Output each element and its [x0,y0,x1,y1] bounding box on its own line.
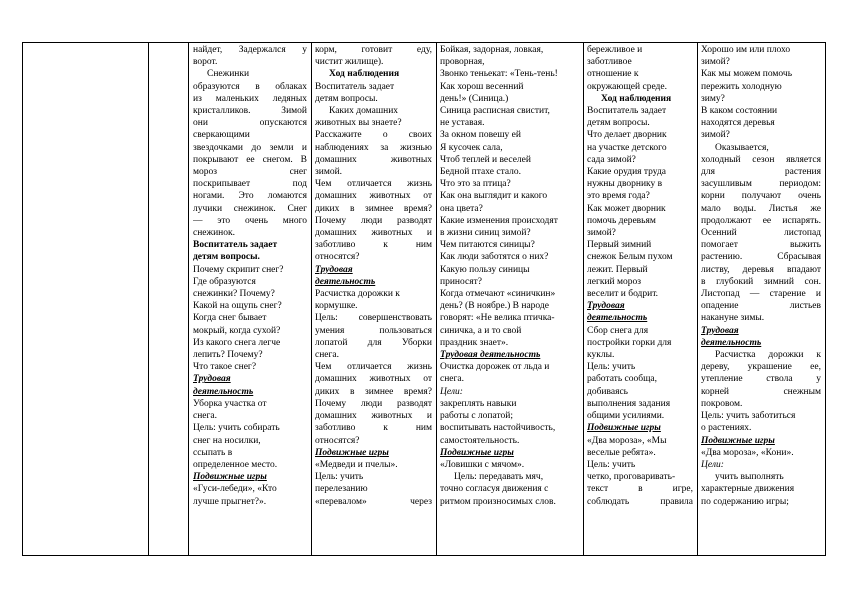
text-line: домашних животных и [315,228,432,239]
text-line: Бедной птахе стало. [440,167,521,178]
text-line: мокрый, когда сухой? [193,325,281,336]
text-line: общими усилиями. [587,411,665,422]
text-line: Когда снег бывает [193,313,267,324]
text-line: домашних животных от [315,374,432,385]
text-line: в жизни синиц зимой? [440,228,531,239]
text-line: Когда отмечают «синичкин» [440,289,556,300]
text-line: выполнения задания [587,398,671,409]
text-line: домашних животных и [315,411,432,422]
text-line: диких в зимнее время? [315,203,432,214]
text-line: она цвета? [440,203,483,214]
text-line: поскрипывает под [193,179,307,190]
text-line: Очистка дорожек от льда и [440,362,550,373]
column-divider [697,42,698,556]
text-line: Каких домашних [329,106,399,117]
text-line: лучше прыгнет?». [193,496,267,507]
text-line: детям вопросы. [587,118,650,129]
text-line: Цель: передавать мяч, [454,472,544,483]
text-line: Что такое снег? [193,362,257,373]
text-line: Подвижные игры [315,447,389,458]
text-line: утепление ствола у [701,374,821,385]
text-line: корм, готовит еду, [315,45,432,55]
text-line: лежит. Первый [587,264,648,275]
text-line: Как хорош весенний [440,81,524,92]
text-line: Я кусочек сала, [440,142,503,153]
text-line: Почему скрипит снег? [193,264,284,275]
text-line: зимой. [315,167,343,178]
text-line: снежок Белым пухом [587,252,673,263]
text-line: Цель: учить [587,459,636,470]
text-line: Подвижные игры [440,447,514,458]
text-line: «Гуси-лебеди», «Кто [193,484,277,495]
column-divider [311,42,312,556]
text-line: «Медведи и пчелы». [315,459,398,470]
text-line: зиму? [701,93,725,104]
text-line: Чем отличается жизнь [315,179,432,190]
text-line: Подвижные игры [701,435,775,446]
text-line: лопатой для Уборки [315,337,432,348]
cell-pets-observation [315,44,432,554]
text-line: соблюдать правила [587,496,693,507]
text-line: снега. [193,411,218,422]
text-line: Оказывается, [715,142,769,153]
text-line: Цели: [440,386,463,397]
text-line: покрывают ее снегом. В [193,154,307,165]
text-line: заботливо к ним [315,240,432,251]
text-line: Ход наблюдения [601,93,672,104]
column-divider [188,42,189,556]
text-line: легкий мороз [587,276,642,287]
text-line: детям вопросы. [193,252,260,263]
text-line: зимой? [701,57,730,68]
text-line: Цель: учить [587,362,636,373]
text-line: найдет, Задержался у [193,45,307,55]
text-line: «перевалом» через [315,496,432,507]
text-line: по содержанию игры; [701,496,789,507]
text-line: веселые ребята». [587,447,656,458]
text-line: мало воды. Листья же [701,203,821,214]
text-line: перелезанию [315,484,368,495]
text-line: опадение листьев [701,301,821,312]
text-line: Почему люди разводят [315,215,432,226]
text-line: точно согласуя движения с [440,484,549,495]
empty-cell [149,43,188,555]
text-line: корни получают очень [701,191,821,202]
text-line: отношение к [587,69,639,80]
text-line: помогает выжить [701,240,821,251]
text-line: снежинок. [193,228,235,239]
text-line: закреплять навыки [440,398,517,409]
text-line: снега. [440,374,465,385]
text-line: Какую пользу синицы [440,264,530,275]
text-line: четко, проговаривать- [587,472,676,483]
text-line: Чтоб теплей и веселей [440,154,531,165]
text-line: покровом. [701,398,743,409]
text-line: В каком состоянии [701,106,778,117]
text-line: учить выполнять [715,472,784,483]
text-line: Почему люди разводят [315,398,432,409]
text-line: Снежинки [207,69,250,80]
text-line: проворная, [440,57,485,68]
text-line: снега. [315,350,340,361]
text-line: день!» (Синица.) [440,93,509,104]
text-line: холодный сезон является [701,154,821,165]
column-divider [825,42,826,556]
text-line: лучики снежинок. Снег [193,203,307,214]
text-line: Бойкая, задорная, ловкая, [440,45,544,55]
text-line: зимой? [587,228,616,239]
text-line: Какой на ощупь снег? [193,301,282,312]
text-line: Расчистка дорожки к [315,289,400,300]
text-line: праздник знает». [440,337,509,348]
text-line: умения пользоваться [315,325,432,336]
text-line: Первый зимний [587,240,652,251]
text-line: нужны дворнику в [587,179,663,190]
text-line: кристалликов. Зимой [193,106,307,117]
text-line: растению. Сбрасывая [701,252,821,263]
text-line: пережить холодную [701,81,782,92]
text-line: из маленьких ледяных [193,93,307,104]
text-line: Трудовая [193,374,231,385]
text-line: Как люди заботятся о них? [440,252,549,263]
text-line: Осенний листопад [701,228,821,239]
cell-trees-observation [701,44,821,554]
text-line: Какие изменения происходят [440,215,558,226]
text-line: лепить? Почему? [193,350,263,361]
text-line: окружающей среде. [587,81,667,92]
text-line: образуются в облаках [193,81,307,92]
text-line: день? (В ноябре.) В народе [440,301,549,312]
text-line: веселит и бодрит. [587,289,659,300]
cell-janitor-observation [587,44,693,554]
text-line: куклы. [587,350,615,361]
text-line: Как может дворник [587,203,666,214]
text-line: Трудовая [701,325,739,336]
text-line: находятся деревья [701,118,775,129]
text-line: текст в игре, [587,484,693,495]
text-line: заботливо к ним [315,423,432,434]
text-line: Ход наблюдения [329,69,400,80]
text-line: домашних животных [315,154,432,165]
text-line: ссыпать в [193,447,233,458]
empty-cell [23,43,148,555]
text-line: это время года? [587,191,650,202]
text-line: наблюдениях за жизнью [315,142,432,153]
text-line: деятельность [193,386,254,397]
text-line: ворот. [193,57,218,68]
table-bottom-border [22,555,826,556]
text-line: работы с лопатой; [440,411,513,422]
text-line: самостоятельность. [440,435,520,446]
text-line: деятельность [315,276,376,287]
text-line: определенное место. [193,459,278,470]
text-line: относятся? [315,252,360,263]
text-line: не уставая. [440,118,485,129]
text-line: синичка, а и то свой [440,325,522,336]
text-line: Воспитатель задает [193,240,278,251]
text-line: Цель: учить [315,472,364,483]
text-line: Синица расписная свистит, [440,106,550,117]
text-line: корней снежным [701,386,821,397]
text-line: Цель: совершенствовать [315,313,432,324]
text-line: постройки горки для [587,337,672,348]
text-line: чистит жилище). [315,57,384,68]
column-divider [436,42,437,556]
cell-snow-observation [193,44,307,554]
text-line: Что это за птица? [440,179,511,190]
text-line: они опускаются [193,118,307,129]
text-line: Воспитатель задает [315,81,395,92]
text-line: Сбор снега для [587,325,649,336]
text-line: Трудовая [587,301,625,312]
text-line: Цель: учить заботиться [701,411,796,422]
text-line: бережливое и [587,45,643,55]
text-line: приносят? [440,276,482,287]
text-line: на участке детского [587,142,667,153]
text-line: относятся? [315,435,360,446]
text-line: «Ловишки с мячом». [440,459,525,470]
text-line: Цели: [701,459,724,470]
text-line: Расчистка дорожки к [715,350,821,361]
text-line: снежинки? Почему? [193,289,275,300]
text-line: сверкающими [193,130,250,141]
text-line: Воспитатель задает [587,106,667,117]
text-line: для растения [701,167,821,178]
text-line: мороз снег [193,167,307,178]
text-line: засушливым периодом: [701,179,821,190]
text-line: Трудовая [315,264,353,275]
text-line: помочь деревьям [587,215,656,226]
text-line: Расскажите о своих [315,130,432,141]
text-line: работать сообща, [587,374,657,385]
text-line: продолжают ее испарять. [701,215,821,226]
text-line: диких в зимнее время? [315,386,432,397]
text-line: Звонко теньекат: «Тень-тень! [440,69,558,80]
text-line: — это очень много [193,215,307,226]
text-line: Хорошо им или плохо [701,45,791,55]
text-line: листву, деревья впадают [701,264,821,275]
text-line: Цель: учить собирать [193,423,280,434]
text-line: Из какого снега легче [193,337,281,348]
text-line: деятельность [701,337,762,348]
text-line: кормушке. [315,301,358,312]
text-line: ритмом произносимых слов. [440,496,556,507]
text-line: Что делает дворник [587,130,667,141]
text-line: ногами. Это ломаются [193,191,307,202]
text-line: добиваясь [587,386,628,397]
text-line: Листопад — старение и [701,289,821,300]
text-line: Подвижные игры [587,423,661,434]
text-line: Подвижные игры [193,472,267,483]
text-line: Как она выглядит и какого [440,191,548,202]
text-line: Какие орудия труда [587,167,667,178]
text-line: детям вопросы. [315,93,378,104]
text-line: деятельность [587,313,648,324]
text-line: Где образуются [193,276,256,287]
text-line: За окном повешу ей [440,130,521,141]
text-line: о растениях. [701,423,752,434]
text-line: воспитывать настойчивость, [440,423,556,434]
text-line: дереву, украшение ее, [701,362,821,373]
text-line: Чем отличается жизнь [315,362,432,373]
text-line: «Два мороза», «Мы [587,435,667,446]
text-line: Как мы можем помочь [701,69,793,80]
text-line: зимой? [701,130,730,141]
column-divider [583,42,584,556]
text-line: сада зимой? [587,154,636,165]
text-line: заботливое [587,57,632,68]
text-line: характерные движения [701,484,795,495]
text-line: домашних животных от [315,191,432,202]
text-line: «Два мороза», «Кони». [701,447,794,458]
text-line: снег на носилки, [193,435,261,446]
text-line: в глубокий зимний сон. [701,276,821,287]
text-line: животных вы знаете? [315,118,402,129]
text-line: звездочками до земли и [193,142,307,153]
cell-titmouse-observation [440,44,580,554]
text-line: накануне зимы. [701,313,765,324]
text-line: Уборка участка от [193,398,267,409]
text-line: Чем питаются синицы? [440,240,535,251]
text-line: Трудовая деятельность [440,350,541,361]
text-line: говорят: «Не велика птичка- [440,313,555,324]
